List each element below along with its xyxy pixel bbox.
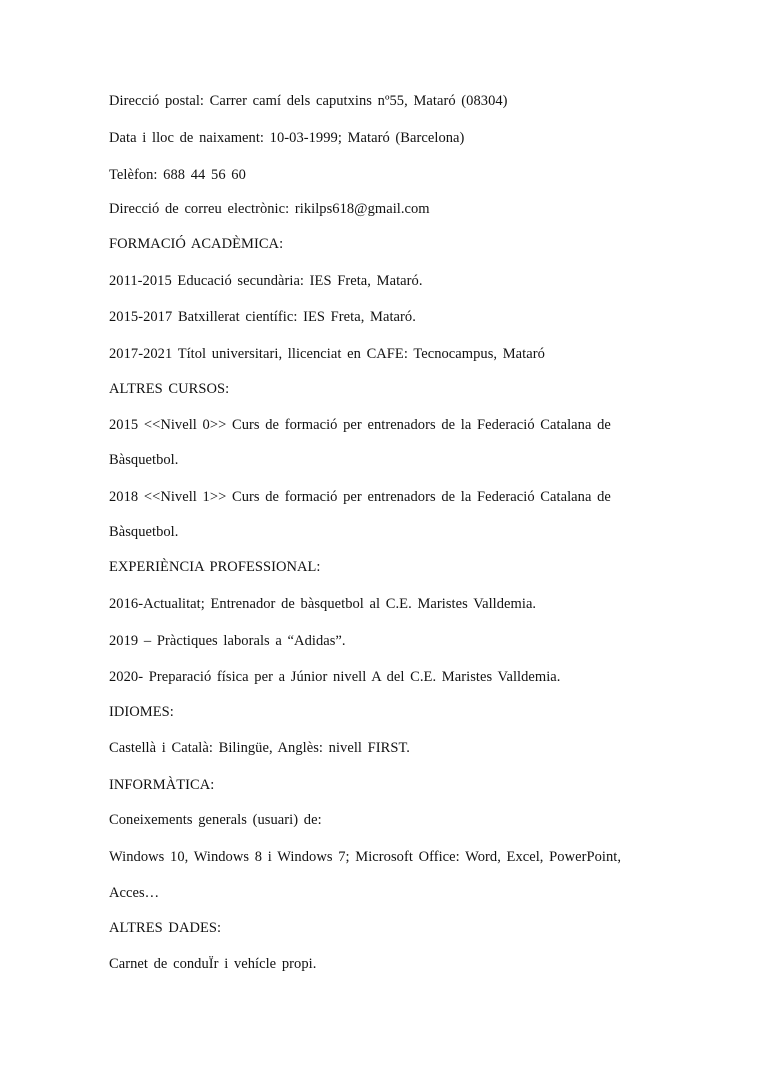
education-item: 2017-2021 Títol universitari, llicenciat en CAFE: Tecnocampus, Mataró [109,346,545,362]
education-item: 2015-2017 Batxillerat científic: IES Freta, Mataró. [109,309,416,325]
courses-heading: ALTRES CURSOS: [109,381,230,397]
address-line: Direcció postal: Carrer camí dels caputxins nº55, Mataró (08304) [109,93,508,109]
course-item-line: 2018 <<Nivell 1>> Curs de formació per entrenadors de la Federació Catalana de [109,489,611,505]
experience-item: 2019 – Pràctiques laborals a “Adidas”. [109,633,346,649]
birth-line: Data i lloc de naixament: 10-03-1999; Mataró (Barcelona) [109,130,465,146]
languages-text: Castellà i Català: Bilingüe, Anglès: nivell FIRST. [109,740,410,756]
course-item-line: 2015 <<Nivell 0>> Curs de formació per entrenadors de la Federació Catalana de [109,417,611,433]
other-text: Carnet de conduÏr i vehícle propi. [109,956,317,972]
other-heading: ALTRES DADES: [109,920,222,936]
computing-line: Acces… [109,885,160,901]
course-item-line: Bàsquetbol. [109,452,179,468]
languages-heading: IDIOMES: [109,704,174,720]
experience-item: 2016-Actualitat; Entrenador de bàsquetbol al C.E. Maristes Valldemia. [109,596,537,612]
experience-item: 2020- Preparació física per a Júnior nivell A del C.E. Maristes Valldemia. [109,669,561,685]
email-line: Direcció de correu electrònic: rikilps618@gmail.com [109,201,430,217]
course-item-line: Bàsquetbol. [109,524,179,540]
education-item: 2011-2015 Educació secundària: IES Freta, Mataró. [109,273,423,289]
phone-line: Telèfon: 688 44 56 60 [109,167,246,183]
experience-heading: EXPERIÈNCIA PROFESSIONAL: [109,559,321,575]
computing-intro: Coneixements generals (usuari) de: [109,812,322,828]
computing-line: Windows 10, Windows 8 i Windows 7; Microsoft Office: Word, Excel, PowerPoint, [109,849,622,865]
education-heading: FORMACIÓ ACADÈMICA: [109,236,284,252]
computing-heading: INFORMÀTICA: [109,777,215,793]
